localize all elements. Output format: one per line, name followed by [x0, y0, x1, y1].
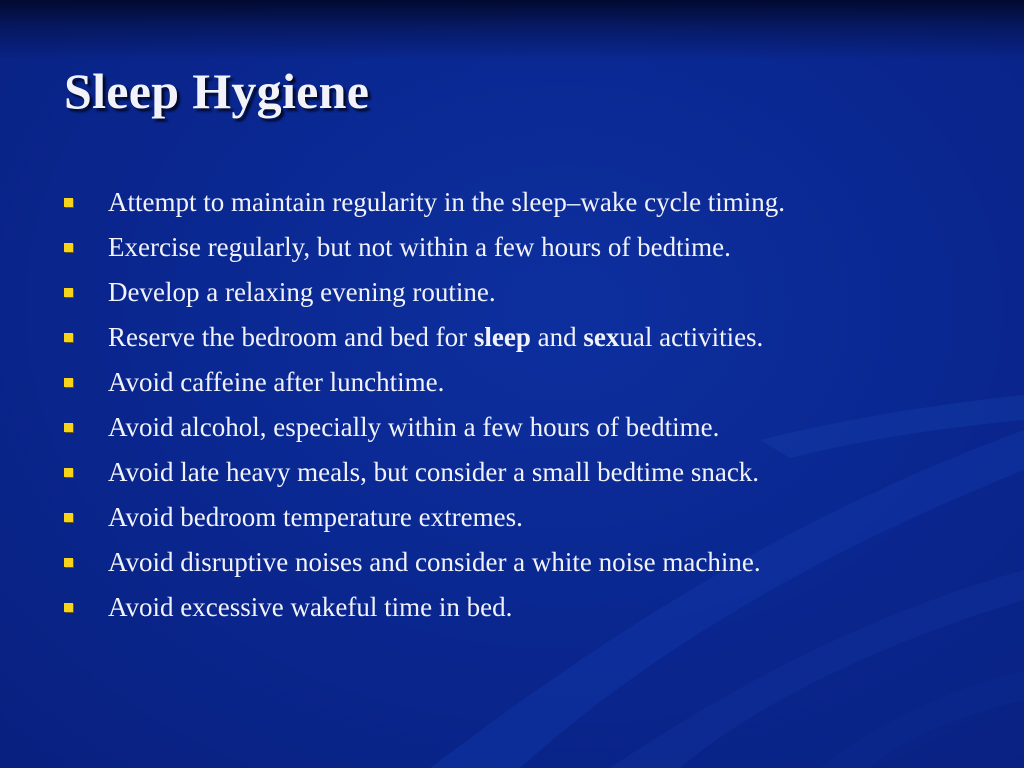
square-bullet-icon — [64, 378, 73, 387]
bold-word-sleep: sleep — [473, 322, 531, 352]
square-bullet-icon — [64, 603, 73, 612]
bullet-text: Develop a relaxing evening routine. — [108, 277, 496, 307]
square-bullet-icon — [64, 288, 73, 297]
square-bullet-icon — [64, 243, 73, 252]
bullet-text-part: ual activities. — [619, 322, 764, 352]
bullet-text-part: Reserve the bedroom and bed for — [108, 322, 474, 352]
square-bullet-icon — [64, 468, 73, 477]
bullet-text: Avoid caffeine after lunchtime. — [108, 367, 445, 397]
square-bullet-icon — [64, 333, 73, 342]
bullet-text: Avoid disruptive noises and consider a white noise machine. — [108, 547, 761, 577]
bullet-item — [62, 225, 785, 270]
bullet-item — [62, 585, 785, 630]
bullet-text: Avoid bedroom temperature extremes. — [108, 502, 523, 532]
bullet-text: Attempt to maintain regularity in the sleep–wake cycle timing. — [108, 187, 786, 217]
bullet-item — [62, 315, 785, 360]
square-bullet-icon — [64, 513, 73, 522]
bullet-text — [108, 322, 763, 352]
square-bullet-icon — [64, 558, 73, 567]
bullet-text: Avoid late heavy meals, but consider a small bedtime snack. — [108, 457, 760, 487]
bullet-item — [62, 180, 785, 225]
square-bullet-icon — [64, 198, 73, 207]
bullet-item — [62, 270, 785, 315]
bullet-item — [62, 495, 785, 540]
square-bullet-icon — [64, 423, 73, 432]
bullet-list — [62, 180, 785, 630]
bullet-item — [62, 450, 785, 495]
bullet-text: Exercise regularly, but not within a few hours of bedtime. — [108, 232, 731, 262]
slide-title: Sleep Hygiene — [64, 63, 370, 119]
bold-word-sex: sex — [583, 322, 620, 352]
bullet-item — [62, 540, 785, 585]
bullet-item — [62, 360, 785, 405]
bullet-text: Avoid alcohol, especially within a few hours of bedtime. — [108, 412, 720, 442]
bullet-item — [62, 405, 785, 450]
bullet-text-part: and — [530, 322, 584, 352]
bullet-text: Avoid excessive wakeful time in bed. — [108, 592, 513, 622]
